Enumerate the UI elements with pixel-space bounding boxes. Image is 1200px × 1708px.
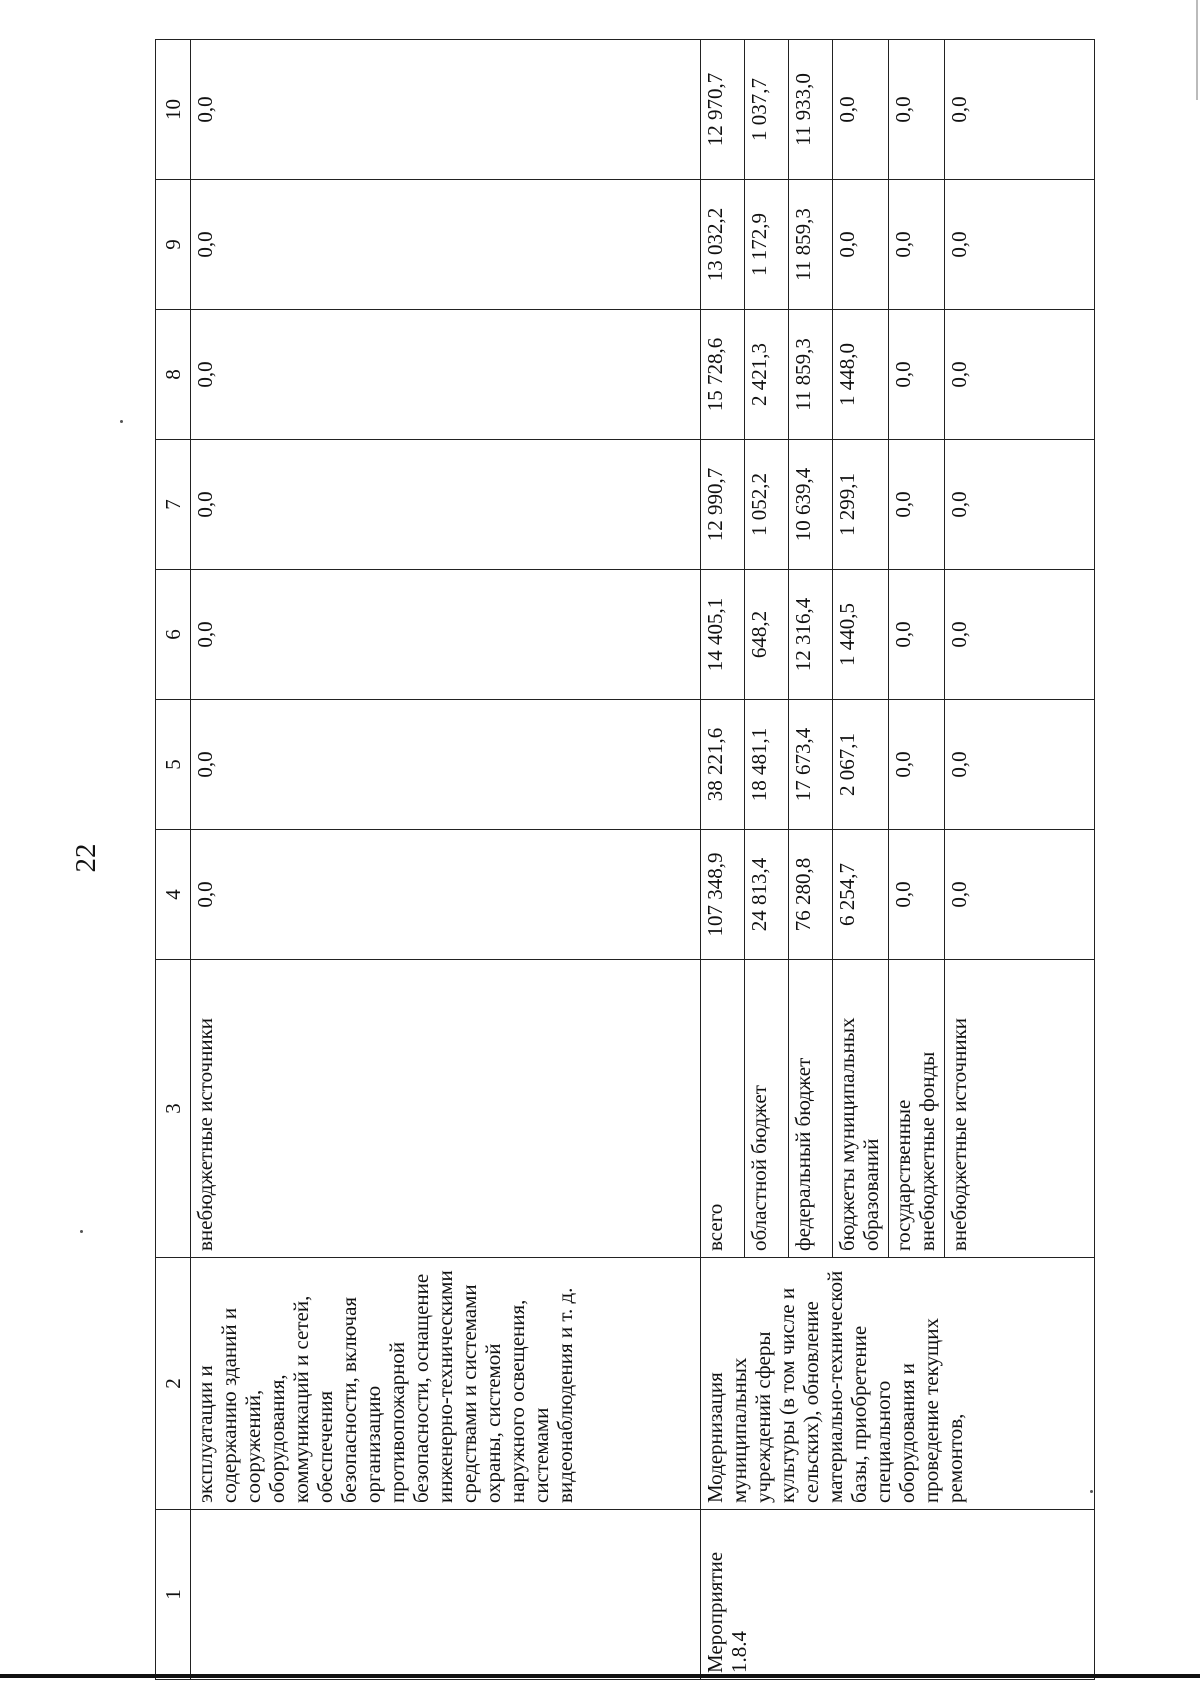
value-cell: 0,0 bbox=[889, 310, 945, 440]
column-number: 1 bbox=[156, 1510, 191, 1680]
value-cell: 12 990,7 bbox=[701, 440, 745, 570]
funding-source-cell: федеральный бюджет bbox=[789, 960, 833, 1258]
value-cell: 11 859,3 bbox=[789, 180, 833, 310]
value-cell: 0,0 bbox=[889, 180, 945, 310]
value-cell: 0,0 bbox=[889, 440, 945, 570]
value-cell: 12 316,4 bbox=[789, 570, 833, 700]
value-cell: 1 448,0 bbox=[833, 310, 889, 440]
value-cell: 0,0 bbox=[889, 570, 945, 700]
measure-description-cell: Модернизация муниципальных учреждений сферы культуры (в том числе и сельских), обновление материально-технической базы, приобретение специального оборудования и проведение текущих ремонтов, bbox=[701, 1258, 1095, 1510]
value-cell: 0,0 bbox=[833, 40, 889, 180]
value-cell: 38 221,6 bbox=[701, 700, 745, 830]
measure-id-cell bbox=[191, 1510, 701, 1680]
value-cell: 1 052,2 bbox=[745, 440, 789, 570]
scan-speck bbox=[80, 1230, 83, 1233]
value-cell: 0,0 bbox=[833, 180, 889, 310]
table-region bbox=[155, 40, 1155, 1680]
measure-id-cell: Мероприятие 1.8.4 bbox=[701, 1510, 1095, 1680]
funding-source-cell: всего bbox=[701, 960, 745, 1258]
value-cell: 10 639,4 bbox=[789, 440, 833, 570]
measure-description-cell: эксплуатации и содержанию зданий и сооружений, оборудования, коммуникаций и сетей, обеспечения безопасности, включая организацию противопожарной безопасности, оснащение инженерно-техническими средствами и системами охраны, системой наружного освещения, системами видеонаблюдения и т. д. bbox=[191, 1258, 701, 1510]
value-cell: 0,0 bbox=[191, 440, 701, 570]
column-number: 6 bbox=[156, 570, 191, 700]
value-cell: 0,0 bbox=[945, 310, 1095, 440]
value-cell: 76 280,8 bbox=[789, 830, 833, 960]
value-cell: 18 481,1 bbox=[745, 700, 789, 830]
column-number: 10 bbox=[156, 40, 191, 180]
funding-source-cell: внебюджетные источники bbox=[191, 960, 701, 1258]
value-cell: 13 032,2 bbox=[701, 180, 745, 310]
value-cell: 107 348,9 bbox=[701, 830, 745, 960]
value-cell: 0,0 bbox=[191, 40, 701, 180]
value-cell: 0,0 bbox=[889, 40, 945, 180]
budget-table bbox=[155, 39, 1095, 1680]
table-row-total bbox=[701, 40, 745, 1680]
value-cell: 0,0 bbox=[889, 700, 945, 830]
value-cell: 6 254,7 bbox=[833, 830, 889, 960]
column-number: 5 bbox=[156, 700, 191, 830]
scan-speck bbox=[120, 420, 123, 423]
value-cell: 0,0 bbox=[945, 180, 1095, 310]
value-cell: 1 440,5 bbox=[833, 570, 889, 700]
page-number: 22 bbox=[70, 843, 102, 873]
column-number-row bbox=[156, 40, 191, 1680]
value-cell: 1 299,1 bbox=[833, 440, 889, 570]
value-cell: 11 859,3 bbox=[789, 310, 833, 440]
table-row-continued bbox=[191, 40, 701, 1680]
value-cell: 0,0 bbox=[889, 830, 945, 960]
value-cell: 24 813,4 bbox=[745, 830, 789, 960]
value-cell: 648,2 bbox=[745, 570, 789, 700]
value-cell: 0,0 bbox=[191, 180, 701, 310]
value-cell: 2 421,3 bbox=[745, 310, 789, 440]
value-cell: 1 037,7 bbox=[745, 40, 789, 180]
column-number: 3 bbox=[156, 960, 191, 1258]
value-cell: 2 067,1 bbox=[833, 700, 889, 830]
value-cell: 17 673,4 bbox=[789, 700, 833, 830]
column-number: 2 bbox=[156, 1258, 191, 1510]
value-cell: 0,0 bbox=[945, 40, 1095, 180]
scan-speck bbox=[1090, 1490, 1093, 1493]
value-cell: 12 970,7 bbox=[701, 40, 745, 180]
column-number: 9 bbox=[156, 180, 191, 310]
value-cell: 0,0 bbox=[945, 830, 1095, 960]
value-cell: 14 405,1 bbox=[701, 570, 745, 700]
value-cell: 0,0 bbox=[191, 570, 701, 700]
value-cell: 1 172,9 bbox=[745, 180, 789, 310]
value-cell: 0,0 bbox=[191, 700, 701, 830]
funding-source-cell: государственные внебюджетные фонды bbox=[889, 960, 945, 1258]
value-cell: 11 933,0 bbox=[789, 40, 833, 180]
column-number: 8 bbox=[156, 310, 191, 440]
value-cell: 0,0 bbox=[945, 440, 1095, 570]
value-cell: 0,0 bbox=[945, 700, 1095, 830]
column-number: 7 bbox=[156, 440, 191, 570]
funding-source-cell: внебюджетные источники bbox=[945, 960, 1095, 1258]
rotated-table-container bbox=[155, 40, 1155, 1680]
value-cell: 15 728,6 bbox=[701, 310, 745, 440]
value-cell: 0,0 bbox=[945, 570, 1095, 700]
funding-source-cell: областной бюджет bbox=[745, 960, 789, 1258]
scan-bottom-edge bbox=[0, 1674, 1200, 1678]
value-cell: 0,0 bbox=[191, 830, 701, 960]
funding-source-cell: бюджеты муниципальных образований bbox=[833, 960, 889, 1258]
value-cell: 0,0 bbox=[191, 310, 701, 440]
scan-right-edge bbox=[1196, 0, 1198, 100]
column-number: 4 bbox=[156, 830, 191, 960]
